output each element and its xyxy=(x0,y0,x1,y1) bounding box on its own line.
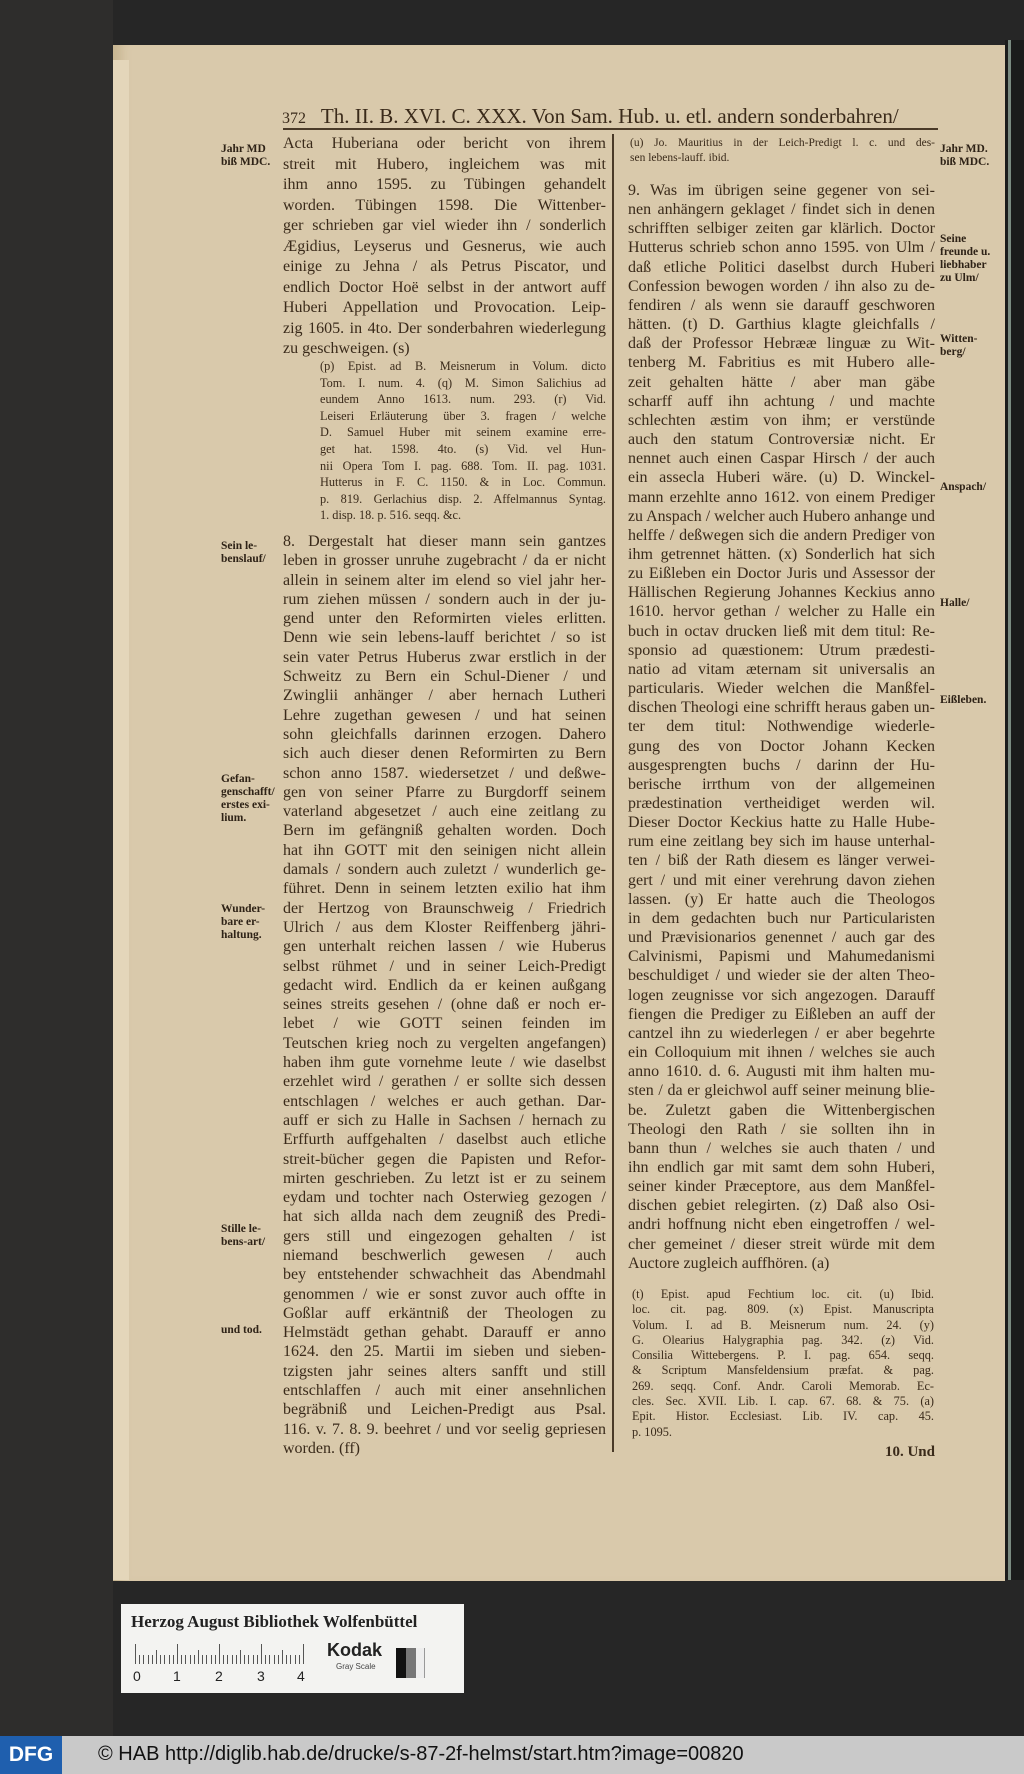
page-number: 372 xyxy=(282,110,306,127)
margin-note-line: bens-art/ xyxy=(221,1236,266,1248)
ruler-tick xyxy=(223,1655,224,1664)
catchword: 10. Und xyxy=(884,1444,935,1460)
text-line: seiner kinder Præceptore, aus dem Manßfel- xyxy=(628,1178,935,1196)
margin-note-line: Jahr MD. xyxy=(940,143,988,155)
text-line: gen von seiner Pfarre zu Burgdorff seinem xyxy=(283,783,606,801)
text-line: 1. disp. 18. p. 516. seqq. &c. xyxy=(320,508,462,523)
text-line: Calvinismi, Papismi und Mahumedanismi xyxy=(628,948,935,966)
text-line: Volum. I. ad B. Meisnerum num. 24. (y) xyxy=(632,1317,934,1332)
ruler-tick xyxy=(286,1655,287,1664)
ruler-tick xyxy=(139,1655,140,1664)
text-line: nennet auch einen Caspar Hirsch / der auch xyxy=(628,450,935,468)
text-line: schlechten æstim von ihm; er verstünde xyxy=(628,411,935,429)
ruler-tick xyxy=(206,1655,207,1664)
background xyxy=(0,0,113,1736)
ruler-tick xyxy=(185,1655,186,1664)
margin-note xyxy=(940,143,989,169)
text-line: andri hoffnung nicht eben eingetroffen / wel- xyxy=(628,1216,935,1234)
text-line: beschuldiget / und wieder sie der alten Theo- xyxy=(628,967,935,985)
text-line: niemand beschwerlich gewesen / auch xyxy=(283,1246,606,1264)
text-line: Epit. Histor. Ecclesiast. Lib. IV. cap. 45. xyxy=(632,1409,934,1424)
margin-note-line: erstes exi- xyxy=(221,799,270,811)
margin-note-line: zu Ulm/ xyxy=(940,272,979,284)
text-line: zu Anspach / welcher auch Hubero anhange und xyxy=(628,507,935,525)
text-line: helffe / deßwegen sich die andern Prediger von xyxy=(628,526,935,544)
text-line: cles. Sec. XVII. Lib. I. cap. 67. 68. & 75. (a) xyxy=(632,1394,934,1409)
text-line: anno 1610. d. 6. Augusti mit ihm halten mu- xyxy=(628,1063,935,1081)
copyright-link[interactable]: © HAB http://diglib.hab.de/drucke/s-87-2f-helmst/start.htm?image=00820 xyxy=(98,1743,744,1765)
dfg-logo[interactable]: DFG xyxy=(0,1736,62,1774)
ruler-number: 0 xyxy=(133,1668,141,1684)
margin-note xyxy=(221,540,266,566)
text-line: schon anno 1587. wiedersetzet / und deßwe- xyxy=(283,764,606,782)
ruler-tick xyxy=(215,1655,216,1664)
ruler-tick xyxy=(173,1655,174,1664)
text-line: Teutschen krieg noch zu vergelten angefangen) xyxy=(283,1034,606,1052)
text-line: nen anhängern geklaget / findet sich in denen xyxy=(628,201,935,219)
text-line: sein vater Petrus Huberus zwar erstlich in der xyxy=(283,648,606,666)
text-line: p. 819. Gerlachius disp. 2. Affelmannus Syntag. xyxy=(320,491,606,506)
text-line: allein in seinem alter im elend so viel jahr her- xyxy=(283,571,606,589)
margin-note-line: liebhaber xyxy=(940,259,987,271)
text-line: mann erzehlte anno 1612. von einem Prediger xyxy=(628,488,935,506)
text-line: ihm getrennet hätten. (x) Sonderlich hat sich xyxy=(628,545,935,563)
text-line: lebet / wie GOTT seinen feinden im xyxy=(283,1015,606,1033)
ruler-tick xyxy=(282,1650,283,1664)
margin-note xyxy=(940,597,969,610)
running-title: Th. II. B. XVI. C. XXX. Von Sam. Hub. u. etl. andern sonderbahren/ xyxy=(320,104,899,128)
ruler-tick xyxy=(261,1644,262,1664)
text-line: vaterland abgesetzet / auch eine zeitlang zu xyxy=(283,803,606,821)
paragraph-8 xyxy=(283,532,606,1458)
text-line: rum ziehen müssen / sondern auch in der ju- xyxy=(283,590,606,608)
text-line: cantzel ihn zu wiederlegen / er aber begehrte xyxy=(628,1024,935,1042)
text-line: ein assecla Huberi wäre. (u) D. Winckel- xyxy=(628,469,935,487)
text-line: ger schrieben gar viel wieder ihn / sonderlich xyxy=(283,217,606,234)
gray-patch-mid xyxy=(406,1648,416,1678)
text-line: worden. (ff) xyxy=(283,1439,361,1457)
text-line: gedacht wird. Endlich da er keinen außgang xyxy=(283,976,606,994)
text-line: zu geschweigen. (s) xyxy=(283,340,410,357)
margin-note xyxy=(221,773,275,825)
text-line: Zwinglii anhänger / aber hernach Lutheri xyxy=(283,687,606,705)
text-line: gers still und eingezogen gehalten / ist xyxy=(283,1227,606,1245)
ruler-tick xyxy=(244,1655,245,1664)
text-line: Huberi Appellation und Provocation. Leip- xyxy=(283,299,606,316)
text-line: Hutterus in F. C. 1150. & in Loc. Commun. xyxy=(320,475,606,490)
text-line: particularis. Wieder welchen die Manßfel- xyxy=(628,680,935,698)
margin-note xyxy=(940,694,986,707)
ruler-tick xyxy=(148,1655,149,1664)
text-line: streit-bücher gegen die Papisten und Refor- xyxy=(283,1150,606,1168)
footer-bar xyxy=(0,1736,1024,1774)
text-line: entschlagen / welches er auch gethan. Dar- xyxy=(283,1092,606,1110)
text-line: ihn endlich gar mit samt dem sohn Huberi, xyxy=(628,1158,935,1176)
text-line: bey entstehender schwachheit das Abendmahl xyxy=(283,1266,606,1284)
text-line: get hat. 1598. 4to. (s) Vid. vel Hun- xyxy=(320,441,606,456)
ruler-tick xyxy=(290,1655,291,1664)
ruler-tick xyxy=(198,1650,199,1664)
kodak-brand: Kodak xyxy=(327,1640,383,1660)
ruler-tick xyxy=(265,1655,266,1664)
text-line: be. Zuletzt gaben die Wittenbergischen xyxy=(628,1101,935,1119)
text-line: 269. seqq. Conf. Andr. Caroli Memorab. Ec- xyxy=(632,1378,934,1393)
ruler-number: 3 xyxy=(257,1668,265,1684)
text-line: ter dem titul: Nothwendige wiederle- xyxy=(628,718,935,736)
margin-note-line: Gefan- xyxy=(221,773,255,785)
text-line: Theologi den Rath / sie sollten ihn in xyxy=(628,1120,935,1138)
text-line: mirten geschrieben. Zu letzt ist er zu seinem xyxy=(283,1169,606,1187)
ruler-tick xyxy=(274,1655,275,1664)
text-line: sich auch dieser denen Reformirten zu Bern xyxy=(283,745,606,763)
text-line: tenberg M. Fabritius es mit Hubero alle- xyxy=(628,354,935,372)
text-line: seines streits gesehen / (ohne daß er noch er- xyxy=(283,996,606,1014)
margin-note-line: Anspach/ xyxy=(940,481,987,493)
ruler-tick xyxy=(257,1655,258,1664)
text-line: dischen Theologi eine schrifft heraus gaben un- xyxy=(628,699,935,717)
margin-note xyxy=(221,1223,265,1249)
ruler-tick xyxy=(202,1655,203,1664)
text-line: sponsio ad quæstionem: Utrum prædesti- xyxy=(628,641,935,659)
ruler-tick xyxy=(135,1644,136,1664)
text-line: gen unterhalt reichen lassen / wie Huberus xyxy=(283,938,606,956)
text-line: G. Olearius Halygraphia pag. 342. (z) Vid. xyxy=(632,1332,934,1347)
ruler-tick xyxy=(152,1655,153,1664)
text-line: Leiseri Erläuterung über 3. fragen / welche xyxy=(320,408,606,423)
text-line: scharff auff ihn achtung / und machte xyxy=(628,392,935,410)
text-line: Ulrich / aus dem Kloster Reiffenberg jähri- xyxy=(283,918,606,936)
column-divider xyxy=(612,134,614,1452)
right-column-top-footnote xyxy=(630,136,935,166)
text-line: auch den statum Controversiæ nicht. Er xyxy=(628,431,935,449)
text-line: und Prævisionarios genennet / auch gar des xyxy=(628,929,935,947)
book-edge-highlight xyxy=(1008,40,1011,1580)
text-line: & Scriptum Mansfeldensium præfat. & pag. xyxy=(632,1363,934,1378)
ruler-tick xyxy=(240,1650,241,1664)
ruler-number: 2 xyxy=(215,1668,223,1684)
text-line: berische irrthum von der allgemeinen xyxy=(628,775,935,793)
ruler-tick xyxy=(253,1655,254,1664)
text-line: Hällischen Regierung Johannes Keckius anno xyxy=(628,584,935,602)
gray-scale-label: Gray Scale xyxy=(336,1662,376,1671)
text-line: eydam und tochter nach Osterwieg gezogen / xyxy=(283,1189,606,1207)
ruler-number: 1 xyxy=(173,1668,181,1684)
paragraph-9 xyxy=(628,181,935,1273)
ruler-tick xyxy=(194,1655,195,1664)
text-line: erzehlet wird / gerathen / er sollte sich dessen xyxy=(283,1073,606,1091)
text-line: haben ihm gute vornehme leute / wie daselbst xyxy=(283,1054,606,1072)
text-line: Ægidius, Leyserus und Gesnerus, wie auch xyxy=(283,237,606,255)
text-line: streit mit Hubero, ingleichem was mit xyxy=(283,155,606,173)
margin-note-line: Sein le- xyxy=(221,540,258,552)
text-line: rum eine zeitlang bey sich im hause unterhal- xyxy=(628,833,935,851)
text-line: zig 1605. in 4to. Der sonderbahren wiederlegung xyxy=(283,319,606,337)
ruler-tick xyxy=(227,1655,228,1664)
ruler-tick xyxy=(169,1655,170,1664)
text-line: schrifften selbiger zeiten gar klärlich. Doctor xyxy=(628,220,935,238)
margin-note-line: Witten- xyxy=(940,333,978,345)
ruler-tick xyxy=(299,1655,300,1664)
margin-note xyxy=(221,903,265,942)
text-line: fiengen die Prediger zu Eißleben an auff der xyxy=(628,1005,935,1023)
text-line: Acta Huberiana oder bericht von ihrem xyxy=(283,135,606,152)
text-line: Tom. I. num. 4. (q) M. Simon Salichius ad xyxy=(320,375,606,390)
ruler-tick xyxy=(219,1644,220,1664)
page-edge xyxy=(113,60,129,1580)
ruler-tick xyxy=(181,1655,182,1664)
margin-note xyxy=(940,333,977,359)
ruler-number: 4 xyxy=(297,1668,305,1684)
text-line: zeit gehalten hätte / aber man gäbe xyxy=(628,373,935,391)
ruler-tick xyxy=(303,1644,304,1664)
margin-note-line: lium. xyxy=(221,812,247,824)
text-line: prædestination vertheidiget werden wil. xyxy=(628,795,935,812)
text-line: (p) Epist. ad B. Meisnerum in Volum. dicto xyxy=(320,359,606,373)
text-line: ten / biß der Rath diesem es länger verwei- xyxy=(628,852,935,870)
margin-note-line: Halle/ xyxy=(940,597,970,609)
margin-note xyxy=(221,143,270,169)
text-line: sohn gleichfalls darinnen erzogen. Dahero xyxy=(283,725,606,743)
text-line: der Hertzog von Braunschweig / Friedrich xyxy=(283,899,606,917)
margin-note xyxy=(940,481,986,494)
ruler-tick xyxy=(269,1655,270,1664)
measurement-ruler xyxy=(135,1642,315,1664)
ruler-tick xyxy=(236,1655,237,1664)
margin-note-line: Seine xyxy=(940,233,967,245)
text-line: gung des von Doctor Johann Kecken xyxy=(628,737,935,755)
right-column-footnotes xyxy=(632,1287,934,1440)
margin-note xyxy=(940,233,990,285)
text-line: daß etliche Politici daselbst durch Huberi xyxy=(628,258,935,276)
ruler-tick xyxy=(177,1644,178,1664)
text-line: 1624. den 25. Martii im sieben und sieben- xyxy=(283,1343,606,1361)
text-line: hätten. (t) D. Garthius klagte gleichfalls / xyxy=(628,316,935,334)
text-line: leben in grosser unruhe zugebracht / da er nicht xyxy=(283,552,606,570)
text-line: hat ihn GOTT mit den seinigen nicht allein xyxy=(283,841,606,859)
text-line: 8. Dergestalt hat dieser mann sein gantzes xyxy=(283,533,606,550)
margin-note-line: genschafft/ xyxy=(221,786,275,798)
ruler-tick xyxy=(160,1655,161,1664)
text-line: Lehre zugethan gewesen / und hat seinen xyxy=(283,706,606,724)
left-column-top-text xyxy=(283,134,606,360)
margin-note-line: bare er- xyxy=(221,916,260,928)
ruler-tick xyxy=(164,1655,165,1664)
ruler-tick xyxy=(295,1655,296,1664)
margin-note-line: haltung. xyxy=(221,929,262,941)
running-header xyxy=(282,104,899,129)
margin-note-line: und tod. xyxy=(221,1324,262,1336)
gray-patch-white xyxy=(416,1648,425,1678)
text-line: logen zeugnisse vor sich angezogen. Darauff xyxy=(628,986,935,1004)
text-line: Denn wie sein lebens-lauff berichtet / so ist xyxy=(283,629,606,647)
text-line: selbst rühmet / und in seiner Leich-Predigt xyxy=(283,957,606,975)
text-line: Hutterus schrieb schon anno 1595. von Ulm / xyxy=(628,239,935,257)
text-line: lassen. (y) Er hatte auch die Theologos xyxy=(628,890,935,908)
text-line: entschlaffen / auch mit einer ansehnlichen xyxy=(283,1382,606,1400)
text-line: einige zu Jehna / als Petrus Piscator, und xyxy=(283,258,606,275)
text-line: Helmstädt gethan gehabt. Darauff er anno xyxy=(283,1324,606,1342)
text-line: daß der Professor Hebrææ linguæ zu Wit- xyxy=(628,335,935,353)
text-line: Confession bewogen worden / ihn also zu de- xyxy=(628,277,935,295)
ruler-tick xyxy=(211,1655,212,1664)
text-line: gend unter den Reformirten vieles erlitten. xyxy=(283,610,606,628)
text-line: Goßlar auff erkäntniß der Theologen zu xyxy=(283,1304,606,1322)
text-line: führet. Denn in seinem letzten exilio hat ihm xyxy=(283,880,606,898)
header-rule xyxy=(283,128,938,130)
text-line: Bern im gefängniß gehalten worden. Doch xyxy=(283,822,606,840)
left-column-footnotes xyxy=(320,358,606,524)
text-line: cher gemeinet / dieser streit würde mit dem xyxy=(628,1235,935,1253)
margin-note-line: freunde u. xyxy=(940,246,991,258)
text-line: 9. Was im übrigen seine gegener von sei- xyxy=(628,182,935,199)
ruler-tick xyxy=(190,1655,191,1664)
text-line: loc. cit. pag. 809. (x) Epist. Manuscripta xyxy=(632,1302,934,1317)
text-line: sten / da er gleichwol auff seiner meinung blie- xyxy=(628,1082,935,1100)
text-line: tzigsten jahr seines alters sanfft und still xyxy=(283,1362,606,1380)
text-line: begräbniß und Leichen-Predigt aus Psal. xyxy=(283,1401,606,1419)
text-line: ein Colloquium mit ihnen / welches sie auch xyxy=(628,1044,935,1062)
ruler-tick xyxy=(232,1655,233,1664)
text-line: gert / und mit einer verehrung davon ziehen xyxy=(628,871,935,889)
text-line: Schweitz zu Bern ein Schul-Diener / und xyxy=(283,668,606,686)
text-line: Consilia Wittebergens. P. I. pag. 654. seqq. xyxy=(632,1348,934,1363)
text-line: in dem gedachten buch nur Particularisten xyxy=(628,909,935,927)
margin-note-line: Stille le- xyxy=(221,1223,261,1235)
text-line: nii Opera Tom I. pag. 688. Tom. II. pag. 1031. xyxy=(320,458,606,473)
text-line: 116. v. 7. 8. 9. beehret / und vor seelig gepriesen xyxy=(283,1420,606,1438)
text-line: p. 1095. xyxy=(632,1424,672,1439)
text-line: Erffurth auffgehalten / daselbst auch etliche xyxy=(283,1131,606,1149)
margin-note-line: Wunder- xyxy=(221,903,266,915)
text-line: (u) Jo. Mauritius in der Leich-Predigt l. c. und des- xyxy=(630,137,935,149)
margin-note-line: biß MDC. xyxy=(940,156,990,168)
text-line: fendiren / als wenn sie darauff geschworen xyxy=(628,296,935,314)
scan-color-card xyxy=(121,1604,464,1693)
margin-note-line: Jahr MD xyxy=(221,143,266,155)
institution-name: Herzog August Bibliothek Wolfenbüttel xyxy=(131,1612,418,1631)
text-line: ausgesprengten buchs / darinn der Hu- xyxy=(628,756,935,774)
text-line: ihm anno 1595. zu Tübingen gehandelt xyxy=(283,176,606,193)
ruler-tick xyxy=(248,1655,249,1664)
ruler-tick xyxy=(156,1650,157,1664)
text-line: damals / sondern auch zuletzt / wunderlich ge- xyxy=(283,861,606,879)
margin-note xyxy=(221,1324,262,1337)
margin-note-line: berg/ xyxy=(940,346,966,358)
text-line: genommen / wie er sonst zuvor auch offte in xyxy=(283,1285,606,1303)
text-line: zu Eißleben ein Doctor Juris und Assessor der xyxy=(628,565,935,583)
text-line: dischen gebiet relegirten. (z) Daß also Osi- xyxy=(628,1197,935,1215)
ruler-tick xyxy=(143,1655,144,1664)
text-line: buch in octav drucken ließ mit dem titul: Re- xyxy=(628,622,935,640)
text-line: natio ad vitam æternam sit universalis an xyxy=(628,660,935,678)
margin-note-line: biß MDC. xyxy=(221,156,271,168)
text-line: Dieser Doctor Keckius hatte zu Halle Hube- xyxy=(628,814,935,832)
margin-note-line: Eißleben. xyxy=(940,694,987,706)
text-line: D. Samuel Huber mit seinem examine erre- xyxy=(320,425,606,440)
text-line: Auctore zugleich auffhören. (a) xyxy=(628,1254,830,1272)
text-line: worden. Tübingen 1598. Die Wittenber- xyxy=(283,196,606,214)
ruler-tick xyxy=(278,1655,279,1664)
text-line: eundem Anno 1613. num. 293. (r) Vid. xyxy=(320,392,606,407)
text-line: endlich Doctor Hoë selbst in der antwort auff xyxy=(283,278,606,296)
text-line: sen lebens-lauff. ibid. xyxy=(630,152,730,164)
text-line: hat sich allda nach dem zeugniß des Predi- xyxy=(283,1208,606,1226)
gray-patch-black xyxy=(396,1648,406,1678)
text-line: (t) Epist. apud Fechtium loc. cit. (u) Ibid. xyxy=(632,1287,934,1301)
text-line: 1610. hervor gethan / welcher zu Halle ein xyxy=(628,603,935,621)
margin-note-line: benslauf/ xyxy=(221,553,266,565)
text-line: bann thun / welches sie auch thaten / und xyxy=(628,1139,935,1157)
text-line: auff er sich zu Halle in Sachsen / hernach zu xyxy=(283,1111,606,1129)
